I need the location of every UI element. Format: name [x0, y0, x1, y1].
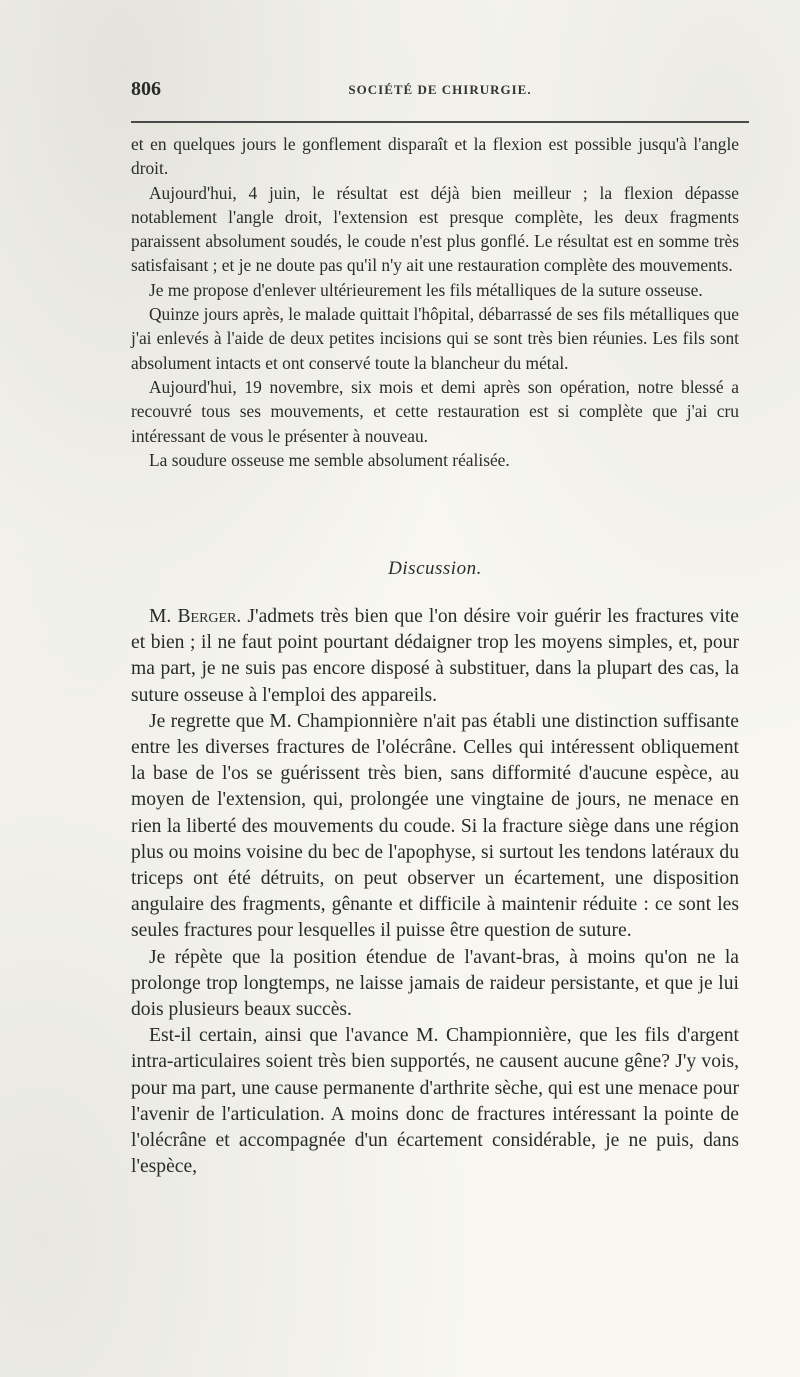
header-rule	[131, 121, 749, 123]
discussion-paragraph-text: J'admets très bien que l'on désire voir guérir les fractures vite et bien ; il ne faut point pourtant dédaigner trop les moyens simples, et, pour ma part, je ne suis pas encore disposé à substituer, dans la plupart des cas, la suture osseuse à l'emploi des appareils.	[131, 606, 740, 706]
discussion-paragraph: Je répète que la position étendue de l'avant-bras, à moins qu'on ne la prolonge trop longtemps, ne laisse jamais de raideur persistante, et que je lui dois plusieurs beaux succès.	[131, 946, 739, 1021]
case-report-text	[131, 132, 739, 472]
case-paragraph: Je me propose d'enlever ultérieurement les fils métalliques de la suture osseuse.	[149, 279, 703, 300]
discussion-paragraph: Je regrette que M. Championnière n'ait pas établi une distinction suffisante entre les diverses fractures de l'olécrâne. Celles qui intéressent obliquement la base de l'os se guérissent très bien, sans difformité d'aucune espèce, au moyen de l'extension, qui, prolongée une vingtaine de jours, ne menace en rien la liberté des mouvements du coude. Si la fracture siège dans une région plus ou moins voisine du bec de l'apophyse, si surtout les tendons latéraux du triceps ont été détruits, on peut observer un écartement, une disposition angulaire des fragments, gênante et difficile à maintenir réduite : ce sont les seules fractures pour lesquelles il puisse être question de suture.	[131, 710, 739, 942]
case-paragraph: et en quelques jours le gonflement disparaît et la flexion est possible jusqu'à l'angle droit.	[131, 134, 739, 179]
case-paragraph: La soudure osseuse me semble absolument réalisée.	[149, 449, 510, 470]
speaker-name: M. Berger.	[149, 606, 242, 627]
page-number: 806	[131, 78, 161, 100]
case-paragraph: Aujourd'hui, 19 novembre, six mois et demi après son opération, notre blessé a recouvré tous ses mouvements, et cette restauration est si complète que j'ai cru intéressant de vous le présenter à nouveau.	[131, 376, 739, 446]
page-header	[131, 74, 749, 104]
running-title: SOCIÉTÉ DE CHIRURGIE.	[348, 82, 532, 97]
discussion-heading: Discussion.	[388, 558, 482, 579]
discussion-paragraph	[131, 604, 739, 709]
case-paragraph: Aujourd'hui, 4 juin, le résultat est déjà bien meilleur ; la flexion dépasse notablement l'angle droit, l'extension est presque complète, les deux fragments paraissent absolument soudés, le coude n'est plus gonflé. Le résultat est en somme très satisfaisant ; et je ne doute pas qu'il n'y ait une restauration complète des mouvements.	[131, 182, 739, 276]
case-paragraph: Quinze jours après, le malade quittait l'hôpital, débarrassé de ses fils métalliques que j'ai enlevés à l'aide de deux petites incisions qui se sont très bien réunies. Les fils sont absolument intacts et ont conservé toute la blancheur du métal.	[131, 304, 739, 373]
discussion-paragraph: Est-il certain, ainsi que l'avance M. Championnière, que les fils d'argent intra-articulaires soient très bien supportés, ne causent aucune gêne? J'y vois, pour ma part, une cause permanente d'arthrite sèche, qui est une menace pour l'avenir de l'articulation. A moins donc de fractures intéressant la pointe de l'olécrâne et accompagnée d'un écartement considérable, je ne puis, dans l'espèce,	[131, 1025, 739, 1178]
discussion-text	[131, 604, 739, 1180]
